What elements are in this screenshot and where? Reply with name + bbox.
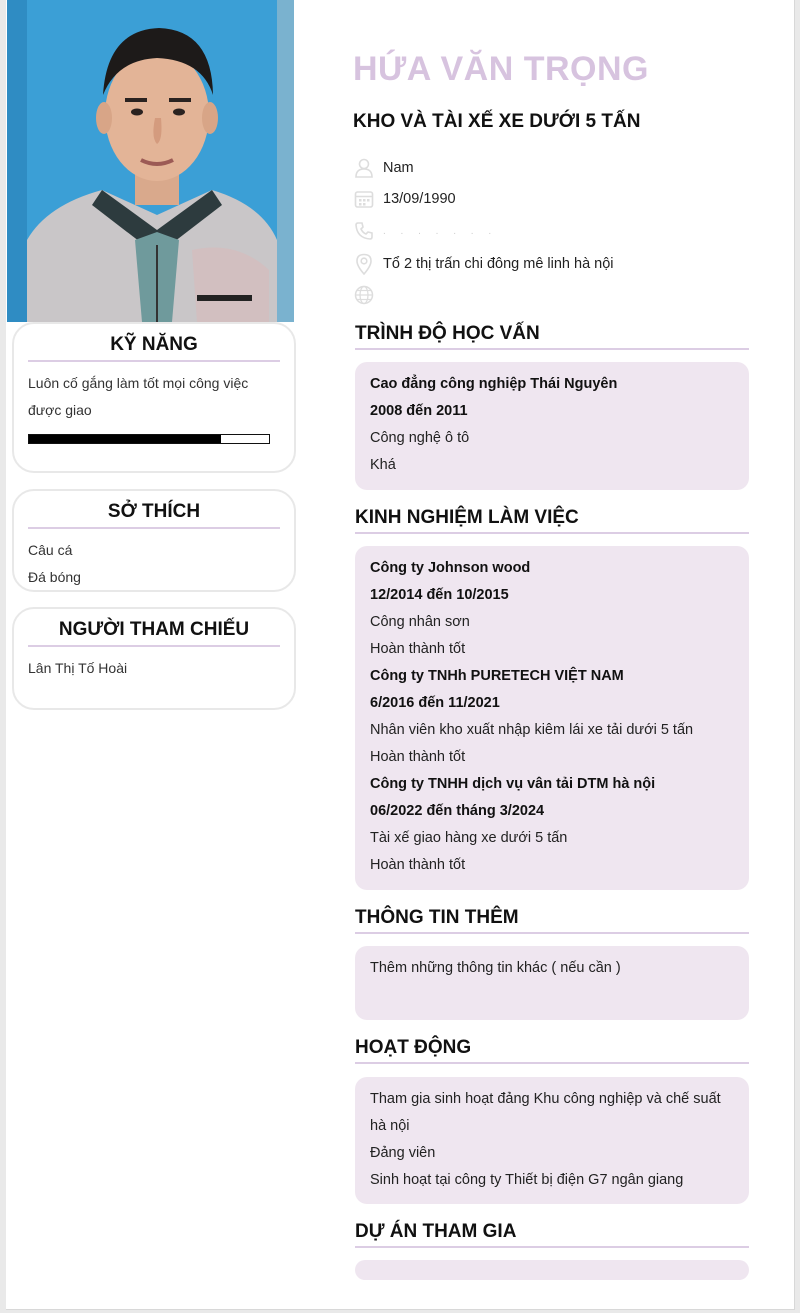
activities-title: HOẠT ĐỘNG bbox=[355, 1037, 749, 1064]
experience-title: KINH NGHIỆM LÀM VIỆC bbox=[355, 507, 749, 534]
reference-item: Lân Thị Tố Hoài bbox=[28, 660, 128, 676]
job-result: Hoàn thành tốt bbox=[370, 749, 466, 765]
skill-level-bar bbox=[28, 434, 270, 444]
skill-level-fill bbox=[29, 435, 221, 443]
skills-line: được giao bbox=[28, 402, 92, 418]
job-entry bbox=[370, 663, 734, 771]
references-title: NGƯỜI THAM CHIẾU bbox=[28, 619, 280, 647]
job-role: Công nhân sơn bbox=[370, 614, 470, 630]
user-icon bbox=[353, 157, 375, 179]
website-row bbox=[353, 284, 383, 306]
education-school: Cao đẳng công nghiệp Thái Nguyên bbox=[370, 376, 618, 392]
globe-icon bbox=[353, 284, 375, 306]
job-company: Công ty TNHh PURETECH VIỆT NAM bbox=[370, 668, 624, 684]
profile-photo bbox=[7, 0, 294, 322]
address-row bbox=[353, 253, 614, 275]
birthday-row bbox=[353, 188, 456, 210]
activity-line: Đảng viên bbox=[370, 1145, 436, 1161]
gender-row bbox=[353, 157, 414, 179]
job-company: Công ty Johnson wood bbox=[370, 560, 531, 576]
education-title: TRÌNH ĐỘ HỌC VẤN bbox=[355, 323, 749, 350]
references-card bbox=[12, 607, 296, 710]
education-box bbox=[355, 362, 749, 490]
education-period: 2008 đến 2011 bbox=[370, 403, 468, 419]
job-period: 12/2014 đến 10/2015 bbox=[370, 587, 509, 603]
skills-card bbox=[12, 322, 296, 473]
skills-line: Luôn cố gắng làm tốt mọi công việc bbox=[28, 375, 249, 391]
address-value: Tổ 2 thị trấn chi đông mê linh hà nội bbox=[383, 256, 614, 272]
job-role: Tài xế giao hàng xe dưới 5 tấn bbox=[370, 830, 568, 846]
hobby-item: Câu cá bbox=[28, 542, 73, 558]
phone-icon bbox=[353, 220, 375, 242]
birthday-value: 13/09/1990 bbox=[383, 191, 456, 207]
location-pin-icon bbox=[353, 253, 375, 275]
extra-info-text: Thêm những thông tin khác ( nếu cần ) bbox=[370, 960, 621, 976]
job-period: 6/2016 đến 11/2021 bbox=[370, 695, 500, 711]
candidate-name: HỨA VĂN TRỌNG bbox=[353, 50, 649, 88]
extra-info-title: THÔNG TIN THÊM bbox=[355, 907, 749, 934]
experience-box bbox=[355, 546, 749, 890]
job-result: Hoàn thành tốt bbox=[370, 641, 466, 657]
education-grade: Khá bbox=[370, 457, 396, 473]
activity-line: hà nội bbox=[370, 1118, 410, 1134]
projects-title: DỰ ÁN THAM GIA bbox=[355, 1221, 749, 1248]
hobbies-title: SỞ THÍCH bbox=[28, 501, 280, 529]
phone-value: . . . . . . . bbox=[383, 225, 498, 237]
gender-value: Nam bbox=[383, 160, 414, 176]
job-role: Nhân viên kho xuất nhập kiêm lái xe tải dưới 5 tấn bbox=[370, 722, 694, 738]
skills-title: KỸ NĂNG bbox=[28, 334, 280, 362]
job-period: 06/2022 đến tháng 3/2024 bbox=[370, 803, 545, 819]
activities-box bbox=[355, 1077, 749, 1204]
job-result: Hoàn thành tốt bbox=[370, 857, 466, 873]
projects-box bbox=[355, 1260, 749, 1280]
hobby-item: Đá bóng bbox=[28, 569, 81, 585]
candidate-position: KHO VÀ TÀI XẾ XE DƯỚI 5 TẤN bbox=[353, 111, 641, 132]
hobbies-card bbox=[12, 489, 296, 592]
activity-line: Tham gia sinh hoạt đảng Khu công nghiệp và chế suất bbox=[370, 1091, 721, 1107]
activity-line: Sinh hoạt tại công ty Thiết bị điện G7 ngân giang bbox=[370, 1172, 684, 1188]
job-entry bbox=[370, 555, 734, 663]
extra-info-box bbox=[355, 946, 749, 1020]
calendar-icon bbox=[353, 188, 375, 210]
job-company: Công ty TNHH dịch vụ vân tải DTM hà nội bbox=[370, 776, 656, 792]
education-major: Công nghệ ô tô bbox=[370, 430, 470, 446]
cv-page bbox=[6, 0, 795, 1310]
phone-row bbox=[353, 220, 497, 242]
job-entry bbox=[370, 771, 734, 879]
